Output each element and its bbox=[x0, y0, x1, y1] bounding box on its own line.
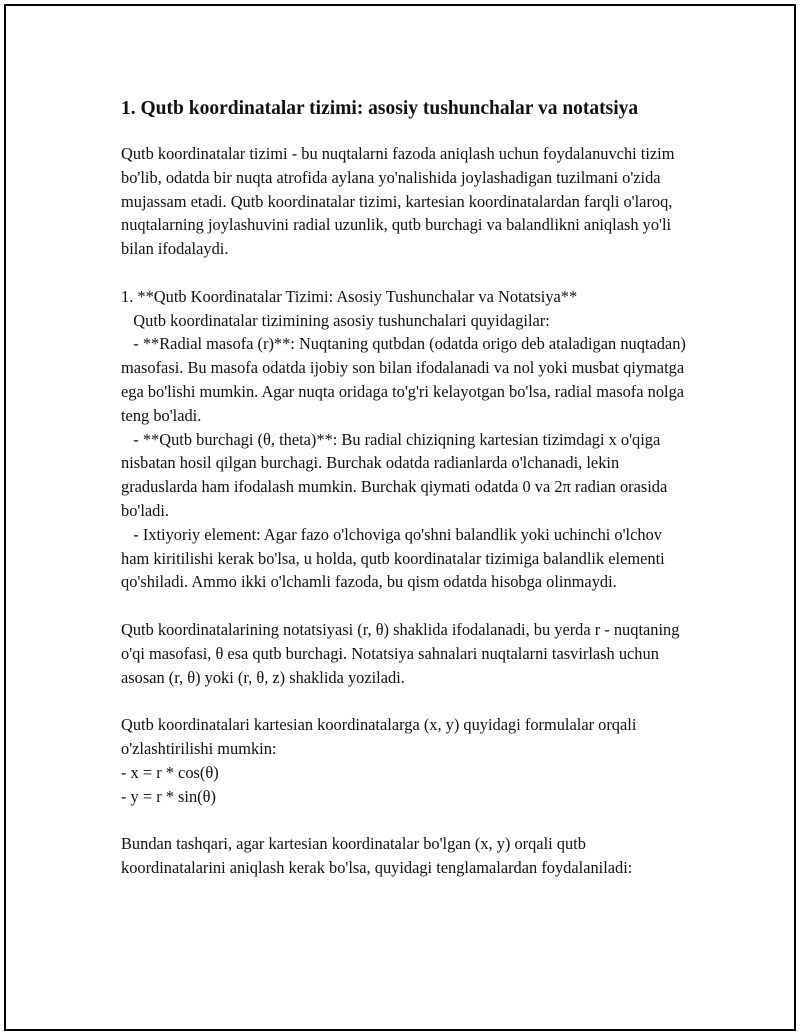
document-page bbox=[4, 4, 796, 1031]
page-title: 1. Qutb koordinatalar tizimi: asosiy tushunchalar va notatsiya bbox=[121, 98, 639, 119]
paragraph-gap bbox=[121, 808, 691, 832]
document-content bbox=[121, 96, 691, 880]
section-concepts-block: 1. **Qutb Koordinatalar Tizimi: Asosiy Tushunchalar va Notatsiya** Qutb koordinatalar tizimining asosiy tushunchalari quyidagilar: - **Radial masofa (r)**: Nuqtaning qutbdan (odatda origo deb ataladigan nuqtadan) masofasi. Bu masofa odatda ijobiy son bilan ifodalanadi va nol yoki musbat qiymatga ega bo'lishi mumkin. Agar nuqta oridaga to'g'ri kelayotgan bo'lsa, radial masofa nolga teng bo'ladi. - **Qutb burchagi (θ, theta)**: Bu radial chiziqning kartesian tizimdagi x o'qiga nisbatan hosil qilgan burchagi. Burchak odatda radianlarda o'lchanadi, lekin graduslarda ham ifodalash mumkin. Burchak qiymati odatda 0 va 2π radian orasida bo'ladi. - Ixtiyoriy element: Agar fazo o'lchoviga qo'shni balandlik yoki uchinchi o'lchov ham kiritilishi kerak bo'lsa, u holda, qutb koordinatalar tizimiga balandlik elementi qo'shiladi. Ammo ikki o'lchamli fazoda, bu qism odatda hisobga olinmaydi. bbox=[121, 286, 686, 592]
notation-paragraph: Qutb koordinatalarining notatsiyasi (r, θ) shaklida ifodalanadi, bu yerda r - nuqtaning o'qi masofasi, θ esa qutb burchagi. Notatsiya sahnalari nuqtalarni tasvirlash uchun asosan (r, θ) yoki (r, θ, z) shaklida yoziladi. bbox=[121, 619, 684, 687]
intro-paragraph: Qutb koordinatalar tizimi - bu nuqtalarni fazoda aniqlash uchun foydalanuvchi tizim bo'lib, odatda bir nuqta atrofida aylana yo'nalishida joylashadigan tuzilmani o'zida mujassam etadi. Qutb koordinatalar tizimi, kartesian koordinatalardan farqli o'laroq, nuqtalarning joylashuvini radial uzunlik, qutb burchagi va balandlikni aniqlash yo'li bilan ifodalaydi. bbox=[121, 144, 679, 259]
paragraph-gap bbox=[121, 689, 691, 713]
paragraph-gap bbox=[121, 261, 691, 285]
inverse-paragraph: Bundan tashqari, agar kartesian koordinatalar bo'lgan (x, y) orqali qutb koordinatalarini aniqlash kerak bo'lsa, quyidagi tenglamalardan foydalaniladi: bbox=[121, 834, 633, 877]
formulas-paragraph: Qutb koordinatalari kartesian koordinatalarga (x, y) quyidagi formulalar orqali o'zlashtirilishi mumkin: - x = r * cos(θ) - y = r * sin(θ) bbox=[121, 715, 637, 806]
paragraph-gap bbox=[121, 594, 691, 618]
